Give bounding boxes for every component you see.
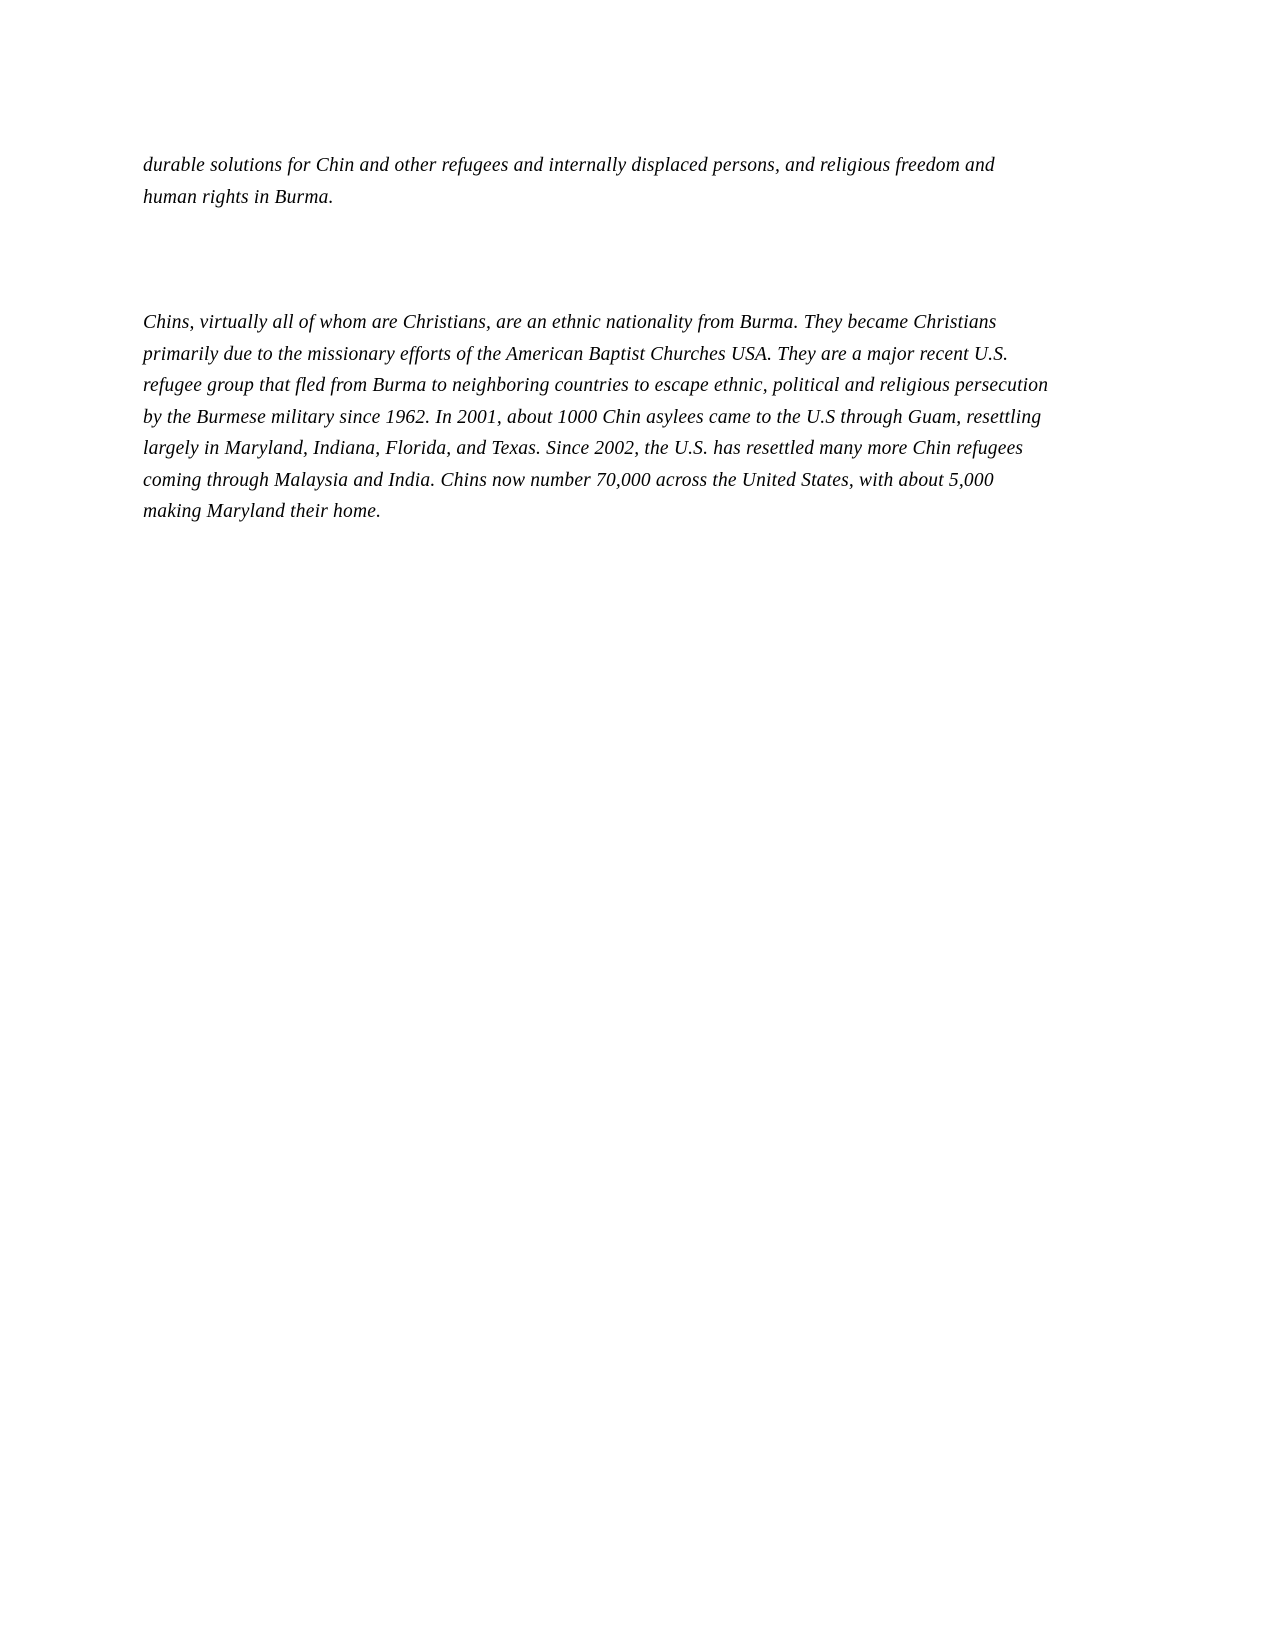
continuation-paragraph: durable solutions for Chin and other refugees and internally displaced persons, and religious freedom and human rights in Burma. <box>143 155 995 208</box>
chin-background-paragraph: Chins, virtually all of whom are Christians, are an ethnic nationality from Burma. They became Christians primarily due to the missionary efforts of the American Baptist Churches USA. They are a major recent U.S. refugee group that fled from Burma to neighboring countries to escape ethnic, political and religious persecution by the Burmese military since 1962. In 2001, about 1000 Chin asylees came to the U.S through Guam, resettling largely in Maryland, Indiana, Florida, and Texas. Since 2002, the U.S. has resettled many more Chin refugees coming through Malaysia and India. Chins now number 70,000 across the United States, with about 5,000 making Maryland their home. <box>143 312 1049 522</box>
document-body <box>143 150 1053 528</box>
paragraph-spacer <box>143 213 1053 307</box>
